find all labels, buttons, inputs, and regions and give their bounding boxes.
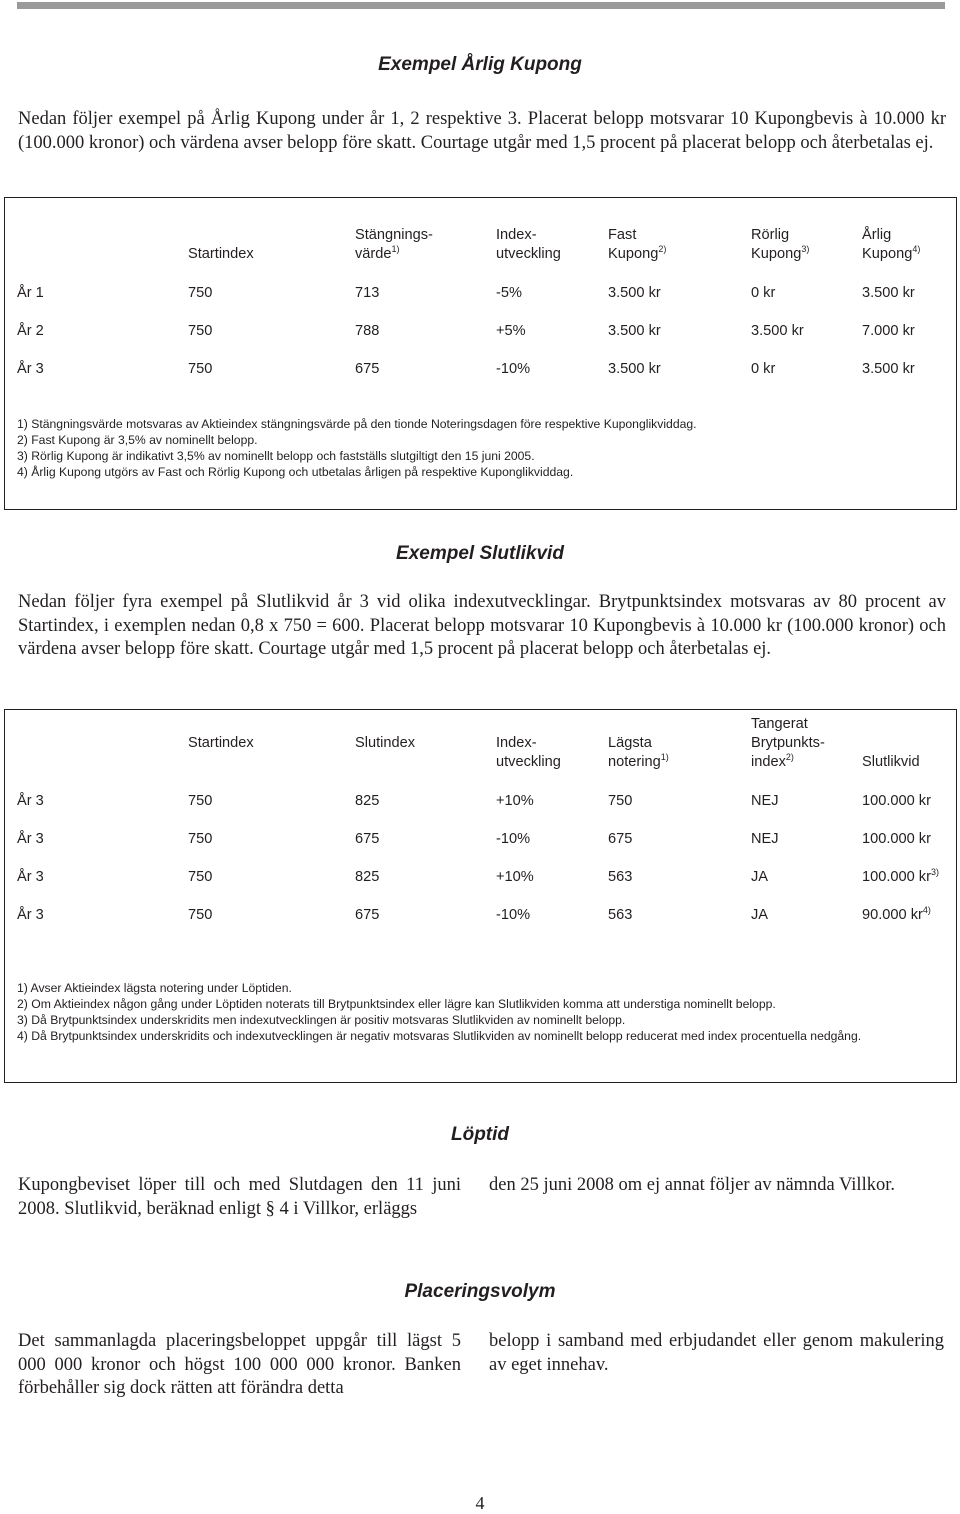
- cell-lowest: 675: [608, 831, 633, 847]
- col-header-index: Index- utveckling: [496, 227, 561, 262]
- cell-dev: -10%: [496, 831, 531, 847]
- footnote: 4) Årlig Kupong utgörs av Fast och Rörlig Kupong och utbetalas årligen på respektive Kuponglikviddag.: [17, 465, 574, 479]
- cell-dev: +10%: [496, 869, 534, 885]
- cell-slut: 675: [355, 831, 380, 847]
- section-title-slutlikvid: Exempel Slutlikvid: [396, 543, 564, 564]
- placeringsvolym-left-column: Det sammanlagda placeringsbeloppet uppgår till lägst 5 000 000 kronor och högst 100 000 000 kronor. Banken förbehåller sig dock rätten att förändra detta: [18, 1331, 461, 1398]
- footnote: 3) Då Brytpunktsindex underskridits men indexutvecklingen är positiv motsvaras Slutlikviden av nominellt belopp.: [17, 1013, 626, 1027]
- cell-slut: 825: [355, 793, 380, 809]
- cell-slut: 675: [355, 907, 380, 923]
- cell-lowest: 750: [608, 793, 633, 809]
- cell-slut: 825: [355, 869, 380, 885]
- cell-year: År 3: [17, 793, 44, 809]
- cell-payout: 100.000 kr: [862, 831, 931, 847]
- cell-touched: NEJ: [751, 831, 779, 847]
- cell-closing: 788: [355, 323, 380, 339]
- placeringsvolym-right-column: belopp i samband med erbjudandet eller genom makulering av eget innehav.: [489, 1331, 944, 1375]
- cell-dev: -10%: [496, 907, 531, 923]
- footnotes: [17, 416, 952, 480]
- col-header-startindex: Startindex: [188, 246, 254, 262]
- cell-fast: 3.500 kr: [608, 361, 661, 377]
- col-header-closing: Stängnings- värde$^{1)}$: [355, 227, 433, 262]
- footnote: 1) Avser Aktieindex lägsta notering under Löptiden.: [17, 981, 292, 995]
- cell-rorlig: 0 kr: [751, 361, 776, 377]
- footnotes: [17, 980, 952, 1044]
- cell-touched: JA: [751, 907, 769, 923]
- cell-year: År 3: [17, 831, 44, 847]
- footnote: 2) Fast Kupong är 3,5% av nominellt belopp.: [17, 433, 258, 447]
- cell-fast: 3.500 kr: [608, 285, 661, 301]
- cell-arlig: 3.500 kr: [862, 361, 915, 377]
- col-header-fast-kupong: Fast Kupong$^{2)}$: [608, 227, 667, 262]
- cell-dev: -10%: [496, 361, 531, 377]
- cell-start: 750: [188, 793, 213, 809]
- cell-dev: -5%: [496, 285, 522, 301]
- cell-lowest: 563: [608, 907, 633, 923]
- cell-start: 750: [188, 831, 213, 847]
- cell-payout: 100.000 $kr^{3)}$: [862, 867, 939, 885]
- section-title-placeringsvolym: Placeringsvolym: [404, 1281, 556, 1302]
- cell-year: År 1: [17, 285, 44, 301]
- cell-rorlig: 0 kr: [751, 285, 776, 301]
- cell-touched: JA: [751, 869, 769, 885]
- cell-payout: 100.000 kr: [862, 793, 931, 809]
- section-intro-slutlikvid: Nedan följer fyra exempel på Slutlikvid år 3 vid olika indexutvecklingar. Brytpunktsindex motsvaras av 80 procent av Startindex, i exemplen nedan 0,8 x 750 = 600. Placerat belopp motsvarar 10 Kupongbevis à 10.000 kr (100.000 kronor) och värdena avser belopp före skatt. Courtage utgår med 1,5 procent på placerat belopp och återbetalas ej.: [18, 592, 946, 659]
- col-header-slutindex: Slutindex: [355, 735, 416, 751]
- table-slutlikvid: [4, 709, 957, 1083]
- cell-start: 750: [188, 361, 213, 377]
- footnote: 4) Då Brytpunktsindex underskridits och indexutvecklingen är negativ motsvaras Slutlikviden av nominellt belopp reducerat med index procentuella nedgång.: [17, 1029, 862, 1043]
- col-header-lowest: Lägsta notering$^{1)}$: [608, 735, 669, 770]
- cell-year: År 3: [17, 907, 44, 923]
- cell-lowest: 563: [608, 869, 633, 885]
- cell-payout: 90.000 $kr^{4)}$: [862, 905, 931, 923]
- loptid-left-column: Kupongbeviset löper till och med Slutdagen den 11 juni 2008. Slutlikvid, beräknad enligt § 4 i Villkor, erläggs: [18, 1175, 461, 1219]
- col-header-arlig-kupong: Årlig Kupong$^{4)}$: [862, 227, 921, 262]
- cell-start: 750: [188, 323, 213, 339]
- section-title-loptid: Löptid: [450, 1124, 510, 1145]
- cell-start: 750: [188, 869, 213, 885]
- col-header-slutlikvid: Slutlikvid: [862, 754, 920, 770]
- col-header-index: Index- utveckling: [496, 735, 561, 770]
- section-intro-arlig-kupong: Nedan följer exempel på Årlig Kupong under år 1, 2 respektive 3. Placerat belopp motsvarar 10 Kupongbevis à 10.000 kr (100.000 kronor) och värdena avser belopp före skatt. Courtage utgår med 1,5 procent på placerat belopp och återbetalas ej.: [18, 109, 946, 153]
- footnote: 1) Stängningsvärde motsvaras av Aktieindex stängningsvärde på den tionde Noteringsdagen före respektive Kuponglikviddag.: [17, 417, 697, 431]
- cell-arlig: 7.000 kr: [862, 323, 915, 339]
- cell-year: År 3: [17, 869, 44, 885]
- cell-year: År 3: [17, 361, 44, 377]
- col-header-rorlig-kupong: Rörlig Kupong$^{3)}$: [751, 227, 810, 262]
- cell-closing: 713: [355, 285, 380, 301]
- cell-fast: 3.500 kr: [608, 323, 661, 339]
- table-arlig-kupong: [4, 197, 957, 510]
- cell-closing: 675: [355, 361, 380, 377]
- loptid-right-column: den 25 juni 2008 om ej annat följer av nämnda Villkor.: [489, 1175, 895, 1195]
- page-number: 4: [475, 1493, 485, 1513]
- cell-touched: NEJ: [751, 793, 779, 809]
- footnote: 2) Om Aktieindex någon gång under Löptiden noterats till Brytpunktsindex eller lägre kan Slutlikviden komma att understiga nominellt belopp.: [17, 997, 776, 1011]
- cell-start: 750: [188, 285, 213, 301]
- section-title-arlig-kupong: Exempel Årlig Kupong: [378, 54, 582, 75]
- col-header-touched: Tangerat Brytpunkts- index$^{2)}$: [751, 716, 825, 770]
- cell-rorlig: 3.500 kr: [751, 323, 804, 339]
- cell-dev: +10%: [496, 793, 534, 809]
- top-rule: [17, 2, 945, 9]
- cell-dev: +5%: [496, 323, 526, 339]
- footnote: 3) Rörlig Kupong är indikativt 3,5% av nominellt belopp och fastställs slutgiltigt den 15 juni 2005.: [17, 449, 535, 463]
- cell-year: År 2: [17, 323, 44, 339]
- cell-start: 750: [188, 907, 213, 923]
- col-header-startindex: Startindex: [188, 735, 254, 751]
- cell-arlig: 3.500 kr: [862, 285, 915, 301]
